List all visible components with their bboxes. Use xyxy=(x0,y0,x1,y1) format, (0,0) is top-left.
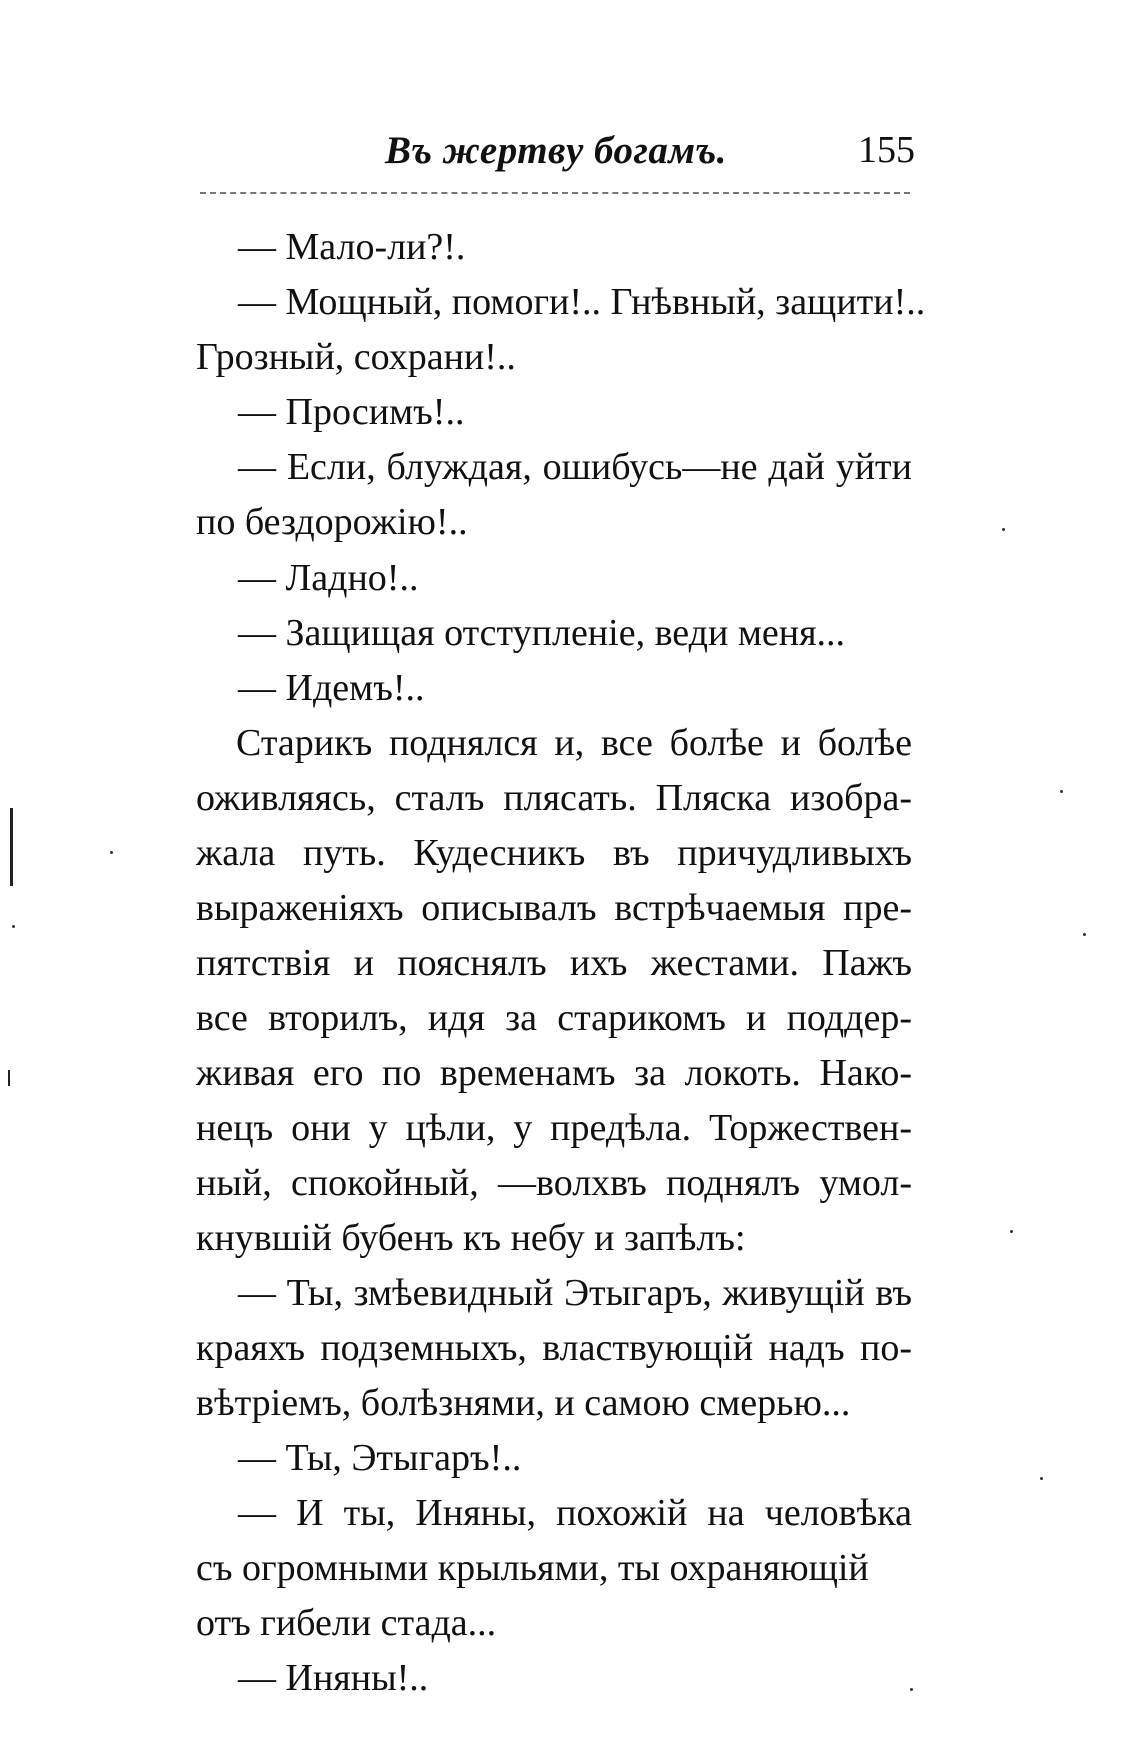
text-line: Грозный, сохрани!.. xyxy=(196,336,516,378)
text-line: пятствія и пояснялъ ихъ жестами. Пажъ xyxy=(196,942,912,984)
text-line: — Ладно!.. xyxy=(238,557,419,599)
text-line: — Ты, змѣевидный Этыгаръ, живущій въ xyxy=(238,1272,912,1314)
text-line: выраженіяхъ описывалъ встрѣчаемыя пре- xyxy=(196,887,912,929)
text-line: отъ гибели стада... xyxy=(196,1602,497,1644)
text-line: кнувшій бубенъ къ небу и запѣлъ: xyxy=(196,1217,746,1259)
text-line: — Мощный, помоги!.. Гнѣвный, защити!.. xyxy=(238,281,926,323)
scan-dot xyxy=(110,851,113,854)
text-line: живая его по временамъ за локоть. Нако- xyxy=(196,1052,912,1094)
text-line: — И ты, Иняны, похожій на человѣка xyxy=(238,1492,912,1534)
text-line: оживляясь, сталъ плясать. Пляска изобра- xyxy=(196,777,912,819)
text-line: съ огромными крыльями, ты охраняющій xyxy=(196,1547,869,1589)
page-number: 155 xyxy=(858,129,915,171)
text-line: — Идемъ!.. xyxy=(238,667,425,709)
text-line: краяхъ подземныхъ, властвующій надъ по- xyxy=(196,1327,912,1369)
running-header-title: Въ жертву богамъ. xyxy=(385,129,727,172)
text-line: нецъ они у цѣли, у предѣла. Торжествен- xyxy=(196,1107,912,1149)
text-line: — Иняны!.. xyxy=(238,1657,429,1699)
scan-dot xyxy=(910,1688,913,1691)
scan-mark xyxy=(8,1070,10,1086)
scan-dot xyxy=(12,925,15,928)
scan-dot xyxy=(1060,790,1063,793)
text-line: вѣтріемъ, болѣзнями, и самою смерью... xyxy=(196,1382,851,1424)
text-line: — Ты, Этыгаръ!.. xyxy=(238,1437,522,1479)
scan-mark xyxy=(10,808,13,886)
scan-dot xyxy=(1010,1230,1013,1233)
text-line: — Если, блуждая, ошибусь—не дай уйти xyxy=(238,446,912,488)
text-line: все вторилъ, идя за старикомъ и поддер- xyxy=(196,997,912,1039)
text-line: — Защищая отступленіе, веди меня... xyxy=(238,612,846,654)
text-line: по бездорожію!.. xyxy=(196,501,468,543)
text-line: — Просимъ!.. xyxy=(238,391,465,433)
header-rule xyxy=(200,192,910,194)
scan-dot xyxy=(1040,1477,1043,1480)
scan-dot xyxy=(1002,528,1005,531)
text-line: — Мало-ли?!. xyxy=(238,226,466,268)
scan-dot xyxy=(1083,933,1086,936)
text-line: Старикъ поднялся и, все болѣе и болѣе xyxy=(236,722,912,764)
text-line: жала путь. Кудесникъ въ причудливыхъ xyxy=(196,832,912,874)
text-line: ный, спокойный, —волхвъ поднялъ умол- xyxy=(196,1162,912,1204)
